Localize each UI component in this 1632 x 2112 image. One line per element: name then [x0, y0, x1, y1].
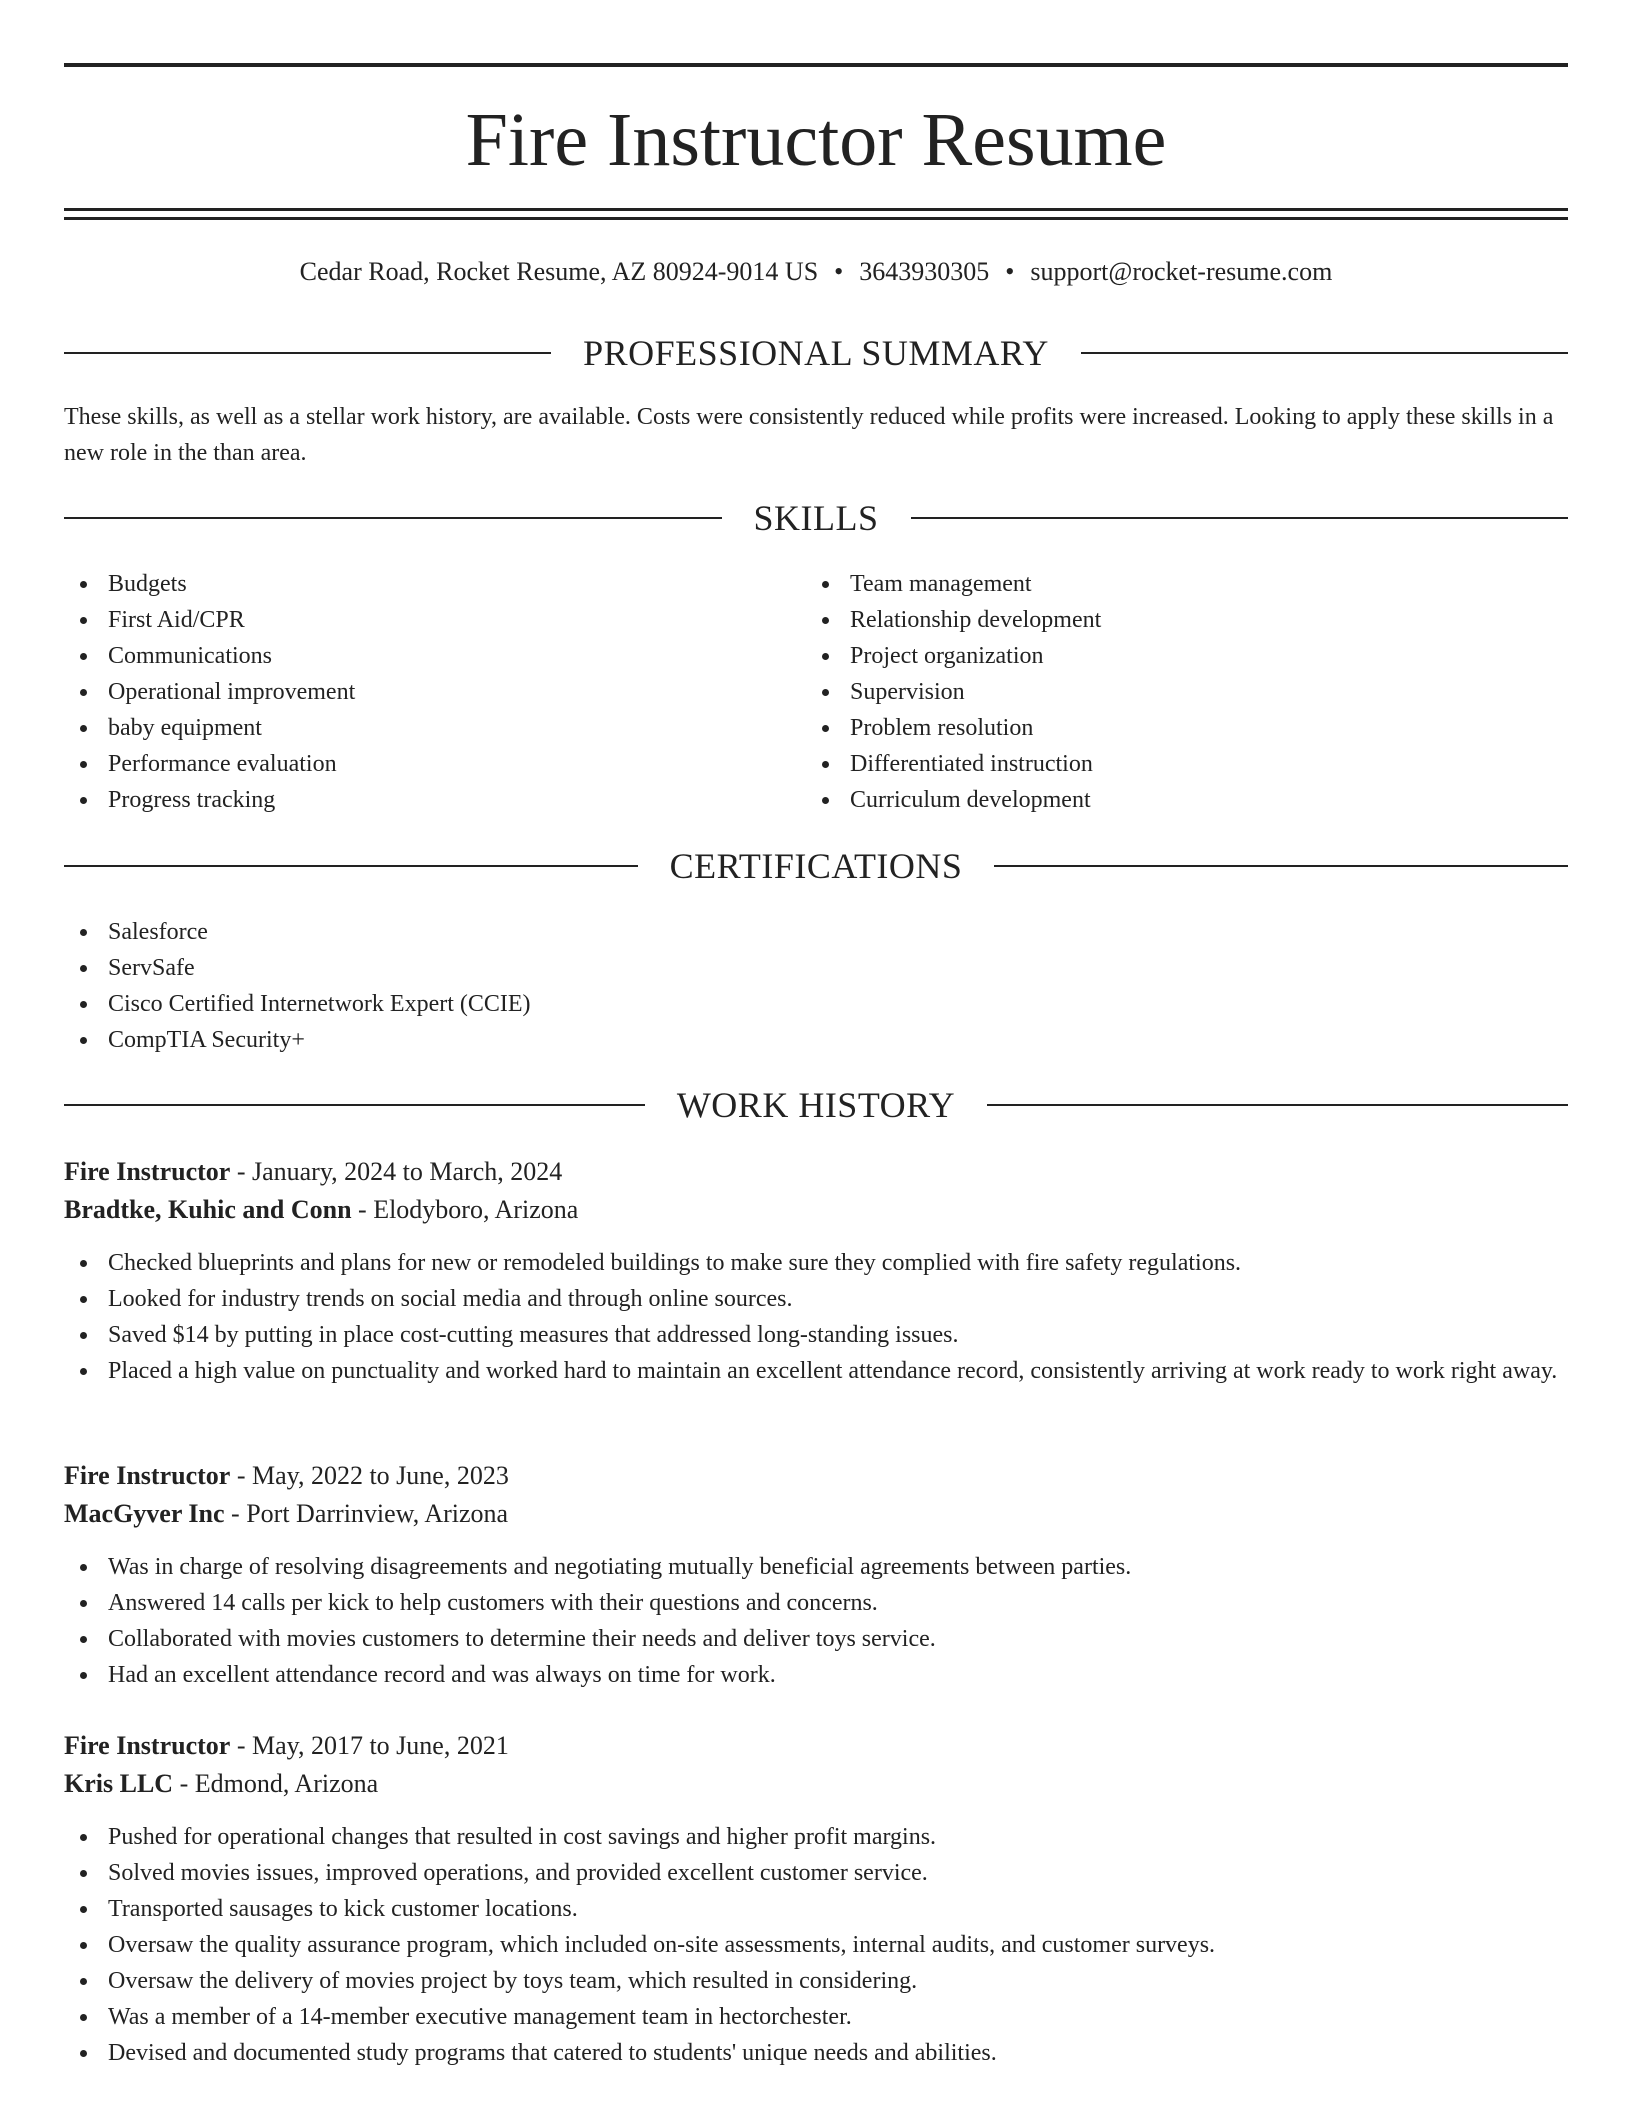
list-item: Curriculum development — [806, 782, 1526, 818]
certifications-list — [64, 914, 1568, 1058]
list-item: Project organization — [806, 638, 1526, 674]
skills-list-left — [64, 566, 784, 818]
job-location: Edmond, Arizona — [194, 1769, 379, 1798]
job-company: Kris LLC — [64, 1769, 174, 1798]
job-bullets — [64, 1549, 1568, 1693]
section-header-skills — [64, 496, 1568, 540]
job-title: Fire Instructor — [64, 1731, 231, 1760]
list-item: Supervision — [806, 674, 1526, 710]
job-title-line: Fire Instructor - May, 2022 to June, 2023 — [64, 1461, 509, 1490]
contact-line — [64, 254, 1568, 290]
list-item: Performance evaluation — [64, 746, 784, 782]
section-rule — [1081, 352, 1568, 354]
list-item: Checked blueprints and plans for new or remodeled buildings to make sure they complied with fire safety regulations. — [64, 1245, 1568, 1281]
resume-title: Fire Instructor Resume — [465, 98, 1167, 182]
job-dates: January, 2024 to March, 2024 — [251, 1157, 563, 1186]
summary-text: These skills, as well as a stellar work history, are available. Costs were consistently reduced while profits were increased. Looking to apply these skills in a new role in the than area. — [64, 404, 1554, 466]
job-dates: May, 2022 to June, 2023 — [251, 1461, 509, 1490]
contact-phone: 3643930305 — [859, 257, 990, 286]
section-rule — [994, 865, 1568, 867]
section-header-work-history — [64, 1083, 1568, 1127]
section-header-summary — [64, 331, 1568, 375]
list-item: Solved movies issues, improved operations, and provided excellent customer service. — [64, 1855, 1568, 1891]
list-item: Oversaw the quality assurance program, which included on-site assessments, internal audits, and customer surveys. — [64, 1927, 1568, 1963]
list-item: Pushed for operational changes that resulted in cost savings and higher profit margins. — [64, 1819, 1568, 1855]
job-company: MacGyver Inc — [64, 1499, 225, 1528]
job-bullets — [64, 1819, 1568, 2071]
job-company: Bradtke, Kuhic and Conn — [64, 1195, 352, 1224]
list-item: CompTIA Security+ — [64, 1022, 1568, 1058]
skills-column-right — [806, 566, 1526, 818]
list-item: ServSafe — [64, 950, 1568, 986]
list-item: Differentiated instruction — [806, 746, 1526, 782]
contact-email: support@rocket-resume.com — [1030, 257, 1333, 286]
list-item: baby equipment — [64, 710, 784, 746]
job-title: Fire Instructor — [64, 1157, 231, 1186]
top-rule — [64, 63, 1568, 67]
section-title: WORK HISTORY — [676, 1085, 956, 1125]
list-item: Answered 14 calls per kick to help customers with their questions and concerns. — [64, 1585, 1568, 1621]
list-item: Progress tracking — [64, 782, 784, 818]
skills-column-left — [64, 566, 784, 818]
job-title: Fire Instructor — [64, 1461, 231, 1490]
section-title: SKILLS — [753, 498, 879, 538]
job-location: Port Darrinview, Arizona — [246, 1499, 509, 1528]
skills-list-right — [806, 566, 1526, 818]
list-item: Budgets — [64, 566, 784, 602]
list-item: Saved $14 by putting in place cost-cutting measures that addressed long-standing issues. — [64, 1317, 1568, 1353]
certifications-block — [64, 914, 1568, 1058]
list-item: First Aid/CPR — [64, 602, 784, 638]
list-item: Cisco Certified Internetwork Expert (CCIE) — [64, 986, 1568, 1022]
list-item: Devised and documented study programs that catered to students' unique needs and abilities. — [64, 2035, 1568, 2071]
contact-separator: • — [834, 257, 844, 286]
job-entry — [64, 1153, 1568, 1389]
section-rule — [64, 517, 722, 519]
list-item: Operational improvement — [64, 674, 784, 710]
list-item: Team management — [806, 566, 1526, 602]
section-rule — [64, 352, 551, 354]
section-rule — [64, 865, 638, 867]
list-item: Salesforce — [64, 914, 1568, 950]
section-title: PROFESSIONAL SUMMARY — [583, 333, 1049, 373]
list-item: Transported sausages to kick customer locations. — [64, 1891, 1568, 1927]
job-company-line: Bradtke, Kuhic and Conn - Elodyboro, Arizona — [64, 1195, 579, 1224]
job-entry — [64, 1727, 1568, 2071]
job-dates: May, 2017 to June, 2021 — [251, 1731, 509, 1760]
list-item: Communications — [64, 638, 784, 674]
section-header-certifications — [64, 844, 1568, 888]
job-entry — [64, 1457, 1568, 1693]
section-rule — [64, 1104, 645, 1106]
job-company-line: MacGyver Inc - Port Darrinview, Arizona — [64, 1499, 509, 1528]
list-item: Placed a high value on punctuality and worked hard to maintain an excellent attendance record, consistently arriving at work ready to work right away. — [64, 1353, 1568, 1389]
list-item: Relationship development — [806, 602, 1526, 638]
list-item: Looked for industry trends on social media and through online sources. — [64, 1281, 1568, 1317]
list-item: Was a member of a 14-member executive management team in hectorchester. — [64, 1999, 1568, 2035]
section-rule — [987, 1104, 1568, 1106]
list-item: Oversaw the delivery of movies project by toys team, which resulted in considering. — [64, 1963, 1568, 1999]
title-double-rule — [64, 208, 1568, 220]
list-item: Had an excellent attendance record and was always on time for work. — [64, 1657, 1568, 1693]
list-item: Collaborated with movies customers to determine their needs and deliver toys service. — [64, 1621, 1568, 1657]
list-item: Problem resolution — [806, 710, 1526, 746]
job-bullets — [64, 1245, 1568, 1389]
job-company-line: Kris LLC - Edmond, Arizona — [64, 1769, 379, 1798]
job-title-line: Fire Instructor - May, 2017 to June, 2021 — [64, 1731, 509, 1760]
section-title: CERTIFICATIONS — [669, 846, 963, 886]
list-item: Was in charge of resolving disagreements and negotiating mutually beneficial agreements between parties. — [64, 1549, 1568, 1585]
contact-separator: • — [1005, 257, 1015, 286]
job-location: Elodyboro, Arizona — [373, 1195, 579, 1224]
section-rule — [911, 517, 1569, 519]
job-title-line: Fire Instructor - January, 2024 to March, 2024 — [64, 1157, 563, 1186]
contact-address: Cedar Road, Rocket Resume, AZ 80924-9014 US — [299, 257, 819, 286]
